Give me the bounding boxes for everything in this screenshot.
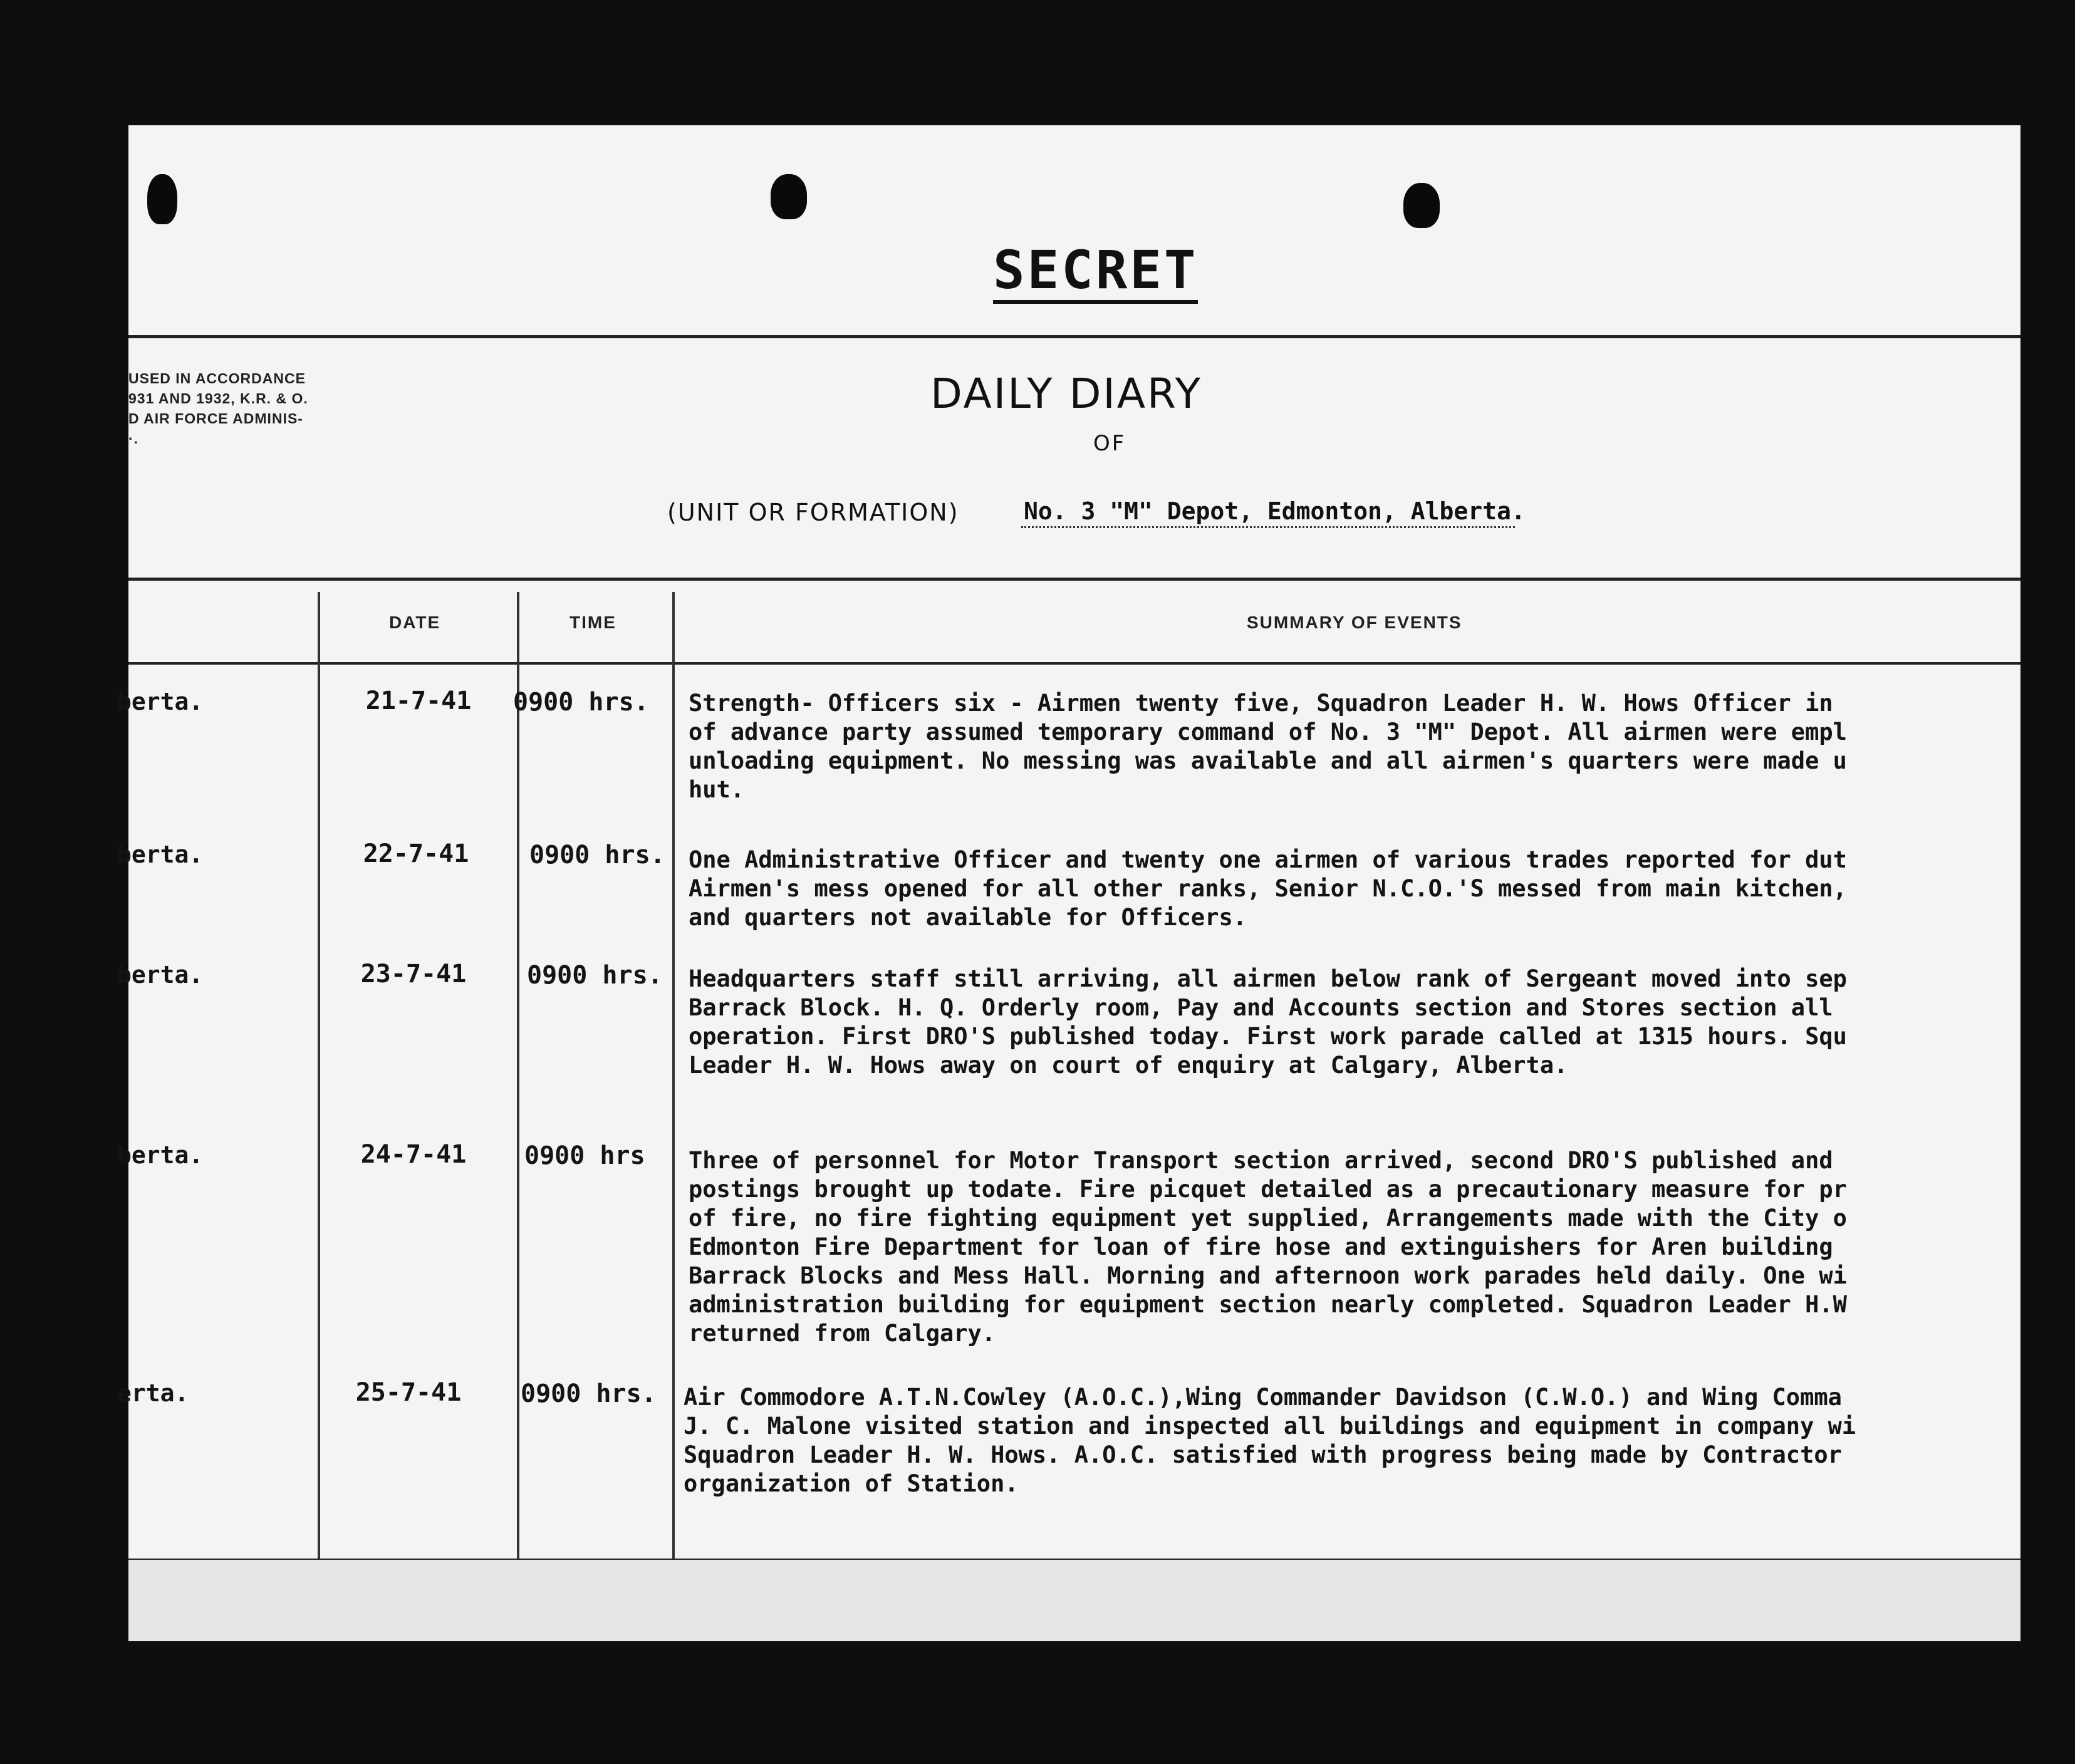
entry-place: berta. bbox=[117, 961, 204, 988]
summary-line: Airmen's mess opened for all other ranks, Senior N.C.O.'S messed from main kitchen, bbox=[689, 875, 1847, 902]
summary-line: Air Commodore A.T.N.Cowley (A.O.C.),Wing Commander Davidson (C.W.O.) and Wing Comma bbox=[684, 1384, 1842, 1411]
entry-place: berta. bbox=[117, 688, 204, 715]
diary-title: DAILY DIARY bbox=[930, 370, 1202, 418]
column-divider bbox=[672, 592, 675, 1560]
entry-summary bbox=[689, 846, 2020, 932]
authority-note-line: 931 AND 1932, K.R. & O. bbox=[128, 390, 308, 407]
entry-time: 0900 hrs. bbox=[527, 961, 663, 990]
time-column-header: TIME bbox=[569, 613, 616, 632]
column-header-rule bbox=[128, 662, 2020, 665]
summary-line: unloading equipment. No messing was available and all airmen's quarters were made u bbox=[689, 747, 1847, 774]
authority-note-line: ·. bbox=[128, 430, 139, 447]
summary-line: administration building for equipment section nearly completed. Squadron Leader H.W bbox=[689, 1291, 1847, 1318]
summary-line: J. C. Malone visited station and inspected all buildings and equipment in company wi bbox=[684, 1413, 1856, 1440]
page-bottom-margin bbox=[128, 1560, 2020, 1641]
column-divider bbox=[517, 592, 519, 1560]
entry-summary bbox=[689, 689, 2020, 804]
punch-hole bbox=[771, 174, 807, 219]
authority-note-line: USED IN ACCORDANCE bbox=[128, 370, 306, 387]
diary-sheet bbox=[117, 125, 2020, 1641]
entry-summary bbox=[689, 1146, 2020, 1348]
summary-line: Barrack Block. H. Q. Orderly room, Pay and Accounts section and Stores section all bbox=[689, 994, 1833, 1021]
summary-line: Headquarters staff still arriving, all airmen below rank of Sergeant moved into sep bbox=[689, 965, 1847, 992]
punch-hole bbox=[147, 174, 177, 224]
header-top-rule bbox=[128, 335, 2020, 338]
diary-of: OF bbox=[1093, 431, 1126, 456]
entry-date: 22-7-41 bbox=[363, 839, 469, 868]
summary-line: returned from Calgary. bbox=[689, 1320, 996, 1347]
date-column-header: DATE bbox=[389, 613, 441, 632]
summary-column-header: SUMMARY OF EVENTS bbox=[1247, 613, 1462, 632]
entry-time: 0900 hrs. bbox=[513, 688, 649, 717]
summary-line: Leader H. W. Hows away on court of enquiry at Calgary, Alberta. bbox=[689, 1052, 1568, 1079]
summary-line: of advance party assumed temporary command of No. 3 "M" Depot. All airmen were empl bbox=[689, 719, 1847, 745]
entry-summary bbox=[684, 1383, 2015, 1498]
punch-hole bbox=[1403, 183, 1440, 228]
summary-line: organization of Station. bbox=[684, 1470, 1019, 1497]
summary-line: and quarters not available for Officers. bbox=[689, 904, 1247, 931]
table-top-rule bbox=[128, 578, 2020, 581]
entry-date: 21-7-41 bbox=[365, 687, 472, 715]
entry-date: 23-7-41 bbox=[360, 960, 467, 988]
entry-time: 0900 hrs bbox=[524, 1141, 645, 1170]
authority-note-line: D AIR FORCE ADMINIS- bbox=[128, 410, 303, 427]
summary-line: Barrack Blocks and Mess Hall. Morning and afternoon work parades held daily. One wi bbox=[689, 1262, 1847, 1289]
summary-line: hut. bbox=[689, 776, 745, 803]
entry-time: 0900 hrs. bbox=[521, 1379, 657, 1408]
summary-line: operation. First DRO'S published today. First work parade called at 1315 hours. Squ bbox=[689, 1023, 1847, 1050]
summary-line: Edmonton Fire Department for loan of fire hose and extinguishers for Aren building bbox=[689, 1233, 1833, 1260]
summary-line: postings brought up todate. Fire picquet detailed as a precautionary measure for pr bbox=[689, 1176, 1847, 1203]
summary-line: of fire, no fire fighting equipment yet supplied, Arrangements made with the City o bbox=[689, 1205, 1847, 1232]
entry-date: 24-7-41 bbox=[360, 1140, 467, 1169]
entry-place: berta. bbox=[117, 1141, 204, 1169]
entry-summary bbox=[689, 965, 2020, 1080]
entry-time: 0900 hrs. bbox=[529, 841, 665, 869]
entry-place: berta. bbox=[117, 841, 204, 868]
authority-note bbox=[128, 368, 367, 449]
entry-place: erta. bbox=[117, 1379, 189, 1407]
classification-heading: SECRET bbox=[993, 241, 1198, 304]
entry-date: 25-7-41 bbox=[355, 1378, 462, 1407]
summary-line: Squadron Leader H. W. Hows. A.O.C. satisfied with progress being made by Contractor bbox=[684, 1441, 1842, 1468]
summary-line: Strength- Officers six - Airmen twenty five, Squadron Leader H. W. Hows Officer in bbox=[689, 690, 1833, 717]
summary-line: Three of personnel for Motor Transport section arrived, second DRO'S published and bbox=[689, 1147, 1833, 1174]
unit-label: (UNIT OR FORMATION) bbox=[667, 499, 959, 526]
column-divider bbox=[318, 592, 320, 1560]
summary-line: One Administrative Officer and twenty one airmen of various trades reported for dut bbox=[689, 846, 1847, 873]
unit-value: No. 3 "M" Depot, Edmonton, Alberta. bbox=[1021, 497, 1515, 528]
